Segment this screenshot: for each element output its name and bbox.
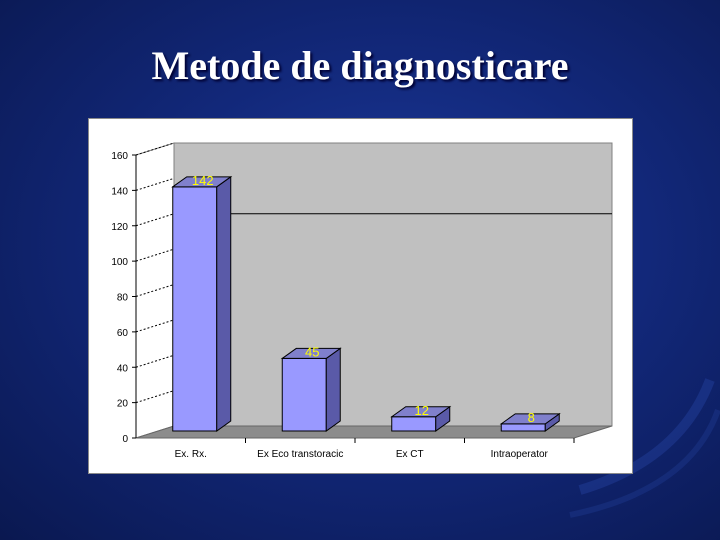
y-tick-label: 80 bbox=[116, 292, 128, 304]
x-tick-label: Ex. Rx. bbox=[174, 449, 207, 460]
y-tick-label: 0 bbox=[122, 434, 128, 445]
chart-panel bbox=[88, 118, 633, 474]
slide-title: Metode de diagnosticare bbox=[151, 43, 569, 88]
y-tick-label: 100 bbox=[111, 257, 128, 269]
y-tick-label: 60 bbox=[116, 327, 128, 339]
bar-front bbox=[501, 424, 545, 431]
bar-chart bbox=[89, 119, 632, 473]
x-tick-label: Ex Eco transtoracic bbox=[257, 449, 344, 460]
bar-front bbox=[282, 358, 326, 431]
bar-side bbox=[217, 177, 231, 431]
x-tick-label: Ex CT bbox=[395, 449, 424, 460]
bar-front bbox=[173, 187, 217, 431]
y-tick-label: 120 bbox=[111, 221, 128, 233]
y-tick-label: 20 bbox=[116, 398, 128, 410]
y-tick-label: 40 bbox=[116, 363, 128, 375]
chart-back-wall bbox=[174, 143, 612, 426]
chart-side-wall bbox=[136, 143, 174, 438]
y-tick-label: 160 bbox=[111, 151, 128, 162]
data-label: 12 bbox=[414, 402, 429, 418]
x-tick-label: Intraoperator bbox=[490, 449, 548, 460]
data-label: 45 bbox=[305, 344, 320, 360]
data-label: 8 bbox=[527, 409, 535, 425]
bar-side bbox=[326, 348, 340, 431]
data-label: 142 bbox=[191, 172, 214, 188]
bar-front bbox=[392, 417, 436, 431]
y-tick-label: 140 bbox=[111, 186, 128, 198]
